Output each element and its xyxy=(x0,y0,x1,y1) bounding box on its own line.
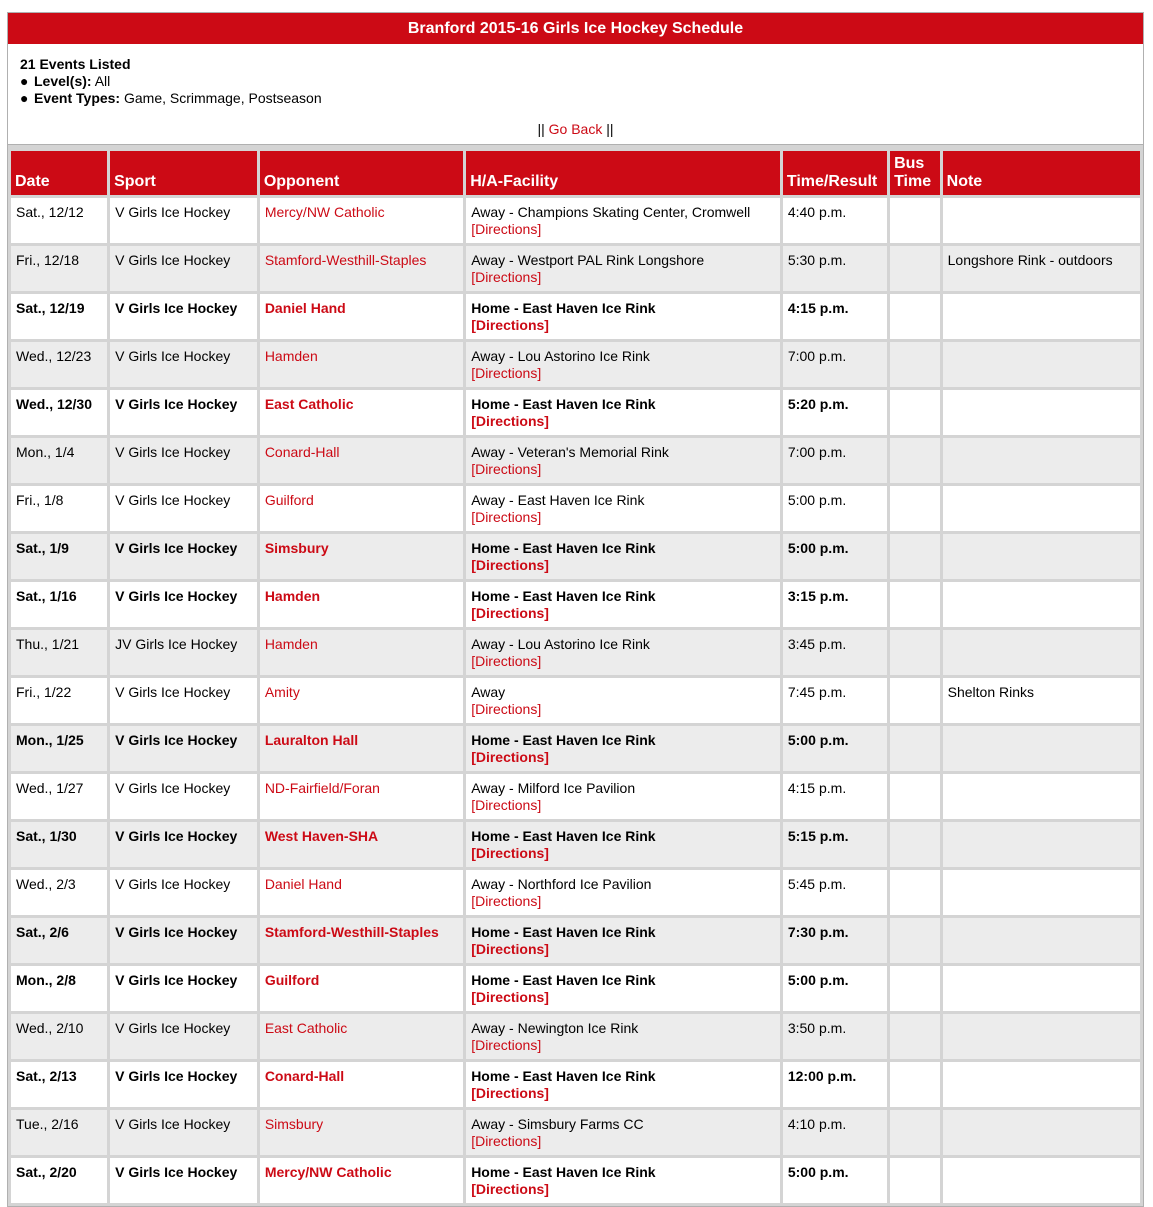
header-bus-line2: Time xyxy=(894,173,932,190)
event-types-filter xyxy=(20,90,1131,107)
event-time: 4:10 p.m. xyxy=(783,1110,887,1155)
event-bus-time xyxy=(890,630,940,675)
event-facility-cell xyxy=(466,1014,780,1059)
event-note xyxy=(943,630,1140,675)
event-facility: Away - Westport PAL Rink Longshore xyxy=(471,252,705,268)
event-facility-cell xyxy=(466,246,780,291)
event-date: Fri., 1/22 xyxy=(11,678,107,723)
go-back-suffix: || xyxy=(602,121,614,137)
header-facility: H/A-Facility xyxy=(466,151,780,195)
event-facility: Away - Newington Ice Rink xyxy=(471,1020,639,1036)
table-row xyxy=(11,534,1140,579)
event-facility: Home - East Haven Ice Rink xyxy=(471,924,656,940)
event-facility-cell xyxy=(466,438,780,483)
event-note xyxy=(943,1062,1140,1107)
event-note: Longshore Rink - outdoors xyxy=(943,246,1140,291)
directions-link[interactable]: [Directions] xyxy=(471,461,542,477)
event-types-value: Game, Scrimmage, Postseason xyxy=(124,90,322,106)
event-facility: Away xyxy=(471,684,506,700)
event-facility-cell xyxy=(466,870,780,915)
event-note xyxy=(943,726,1140,771)
directions-link[interactable]: [Directions] xyxy=(471,989,549,1005)
event-date: Sat., 1/30 xyxy=(11,822,107,867)
directions-link[interactable]: [Directions] xyxy=(471,1037,542,1053)
event-time: 5:45 p.m. xyxy=(783,870,887,915)
event-bus-time xyxy=(890,1158,940,1203)
event-sport: V Girls Ice Hockey xyxy=(110,966,257,1011)
schedule-table xyxy=(8,148,1143,1206)
event-time: 7:30 p.m. xyxy=(783,918,887,963)
event-bus-time xyxy=(890,342,940,387)
event-facility: Away - Veteran's Memorial Rink xyxy=(471,444,669,460)
table-row xyxy=(11,678,1140,723)
event-sport: V Girls Ice Hockey xyxy=(110,918,257,963)
event-facility: Away - Lou Astorino Ice Rink xyxy=(471,348,650,364)
opponent-link[interactable]: Hamden xyxy=(264,348,318,364)
table-row xyxy=(11,822,1140,867)
event-date: Thu., 1/21 xyxy=(11,630,107,675)
table-row xyxy=(11,486,1140,531)
event-time: 5:15 p.m. xyxy=(783,822,887,867)
directions-link[interactable]: [Directions] xyxy=(471,365,542,381)
event-sport: V Girls Ice Hockey xyxy=(110,1062,257,1107)
event-opponent-cell xyxy=(260,486,463,531)
event-facility: Home - East Haven Ice Rink xyxy=(471,300,656,316)
event-opponent-cell xyxy=(260,1062,463,1107)
event-facility: Away - Milford Ice Pavilion xyxy=(471,780,636,796)
page-title: Branford 2015-16 Girls Ice Hockey Schedule xyxy=(8,13,1143,44)
event-sport: V Girls Ice Hockey xyxy=(110,1014,257,1059)
filter-list xyxy=(20,73,1131,107)
directions-link[interactable]: [Directions] xyxy=(471,1133,542,1149)
event-time: 5:00 p.m. xyxy=(783,1158,887,1203)
directions-link[interactable]: [Directions] xyxy=(471,1085,549,1101)
event-note xyxy=(943,486,1140,531)
event-date: Wed., 2/3 xyxy=(11,870,107,915)
event-note xyxy=(943,534,1140,579)
event-sport: V Girls Ice Hockey xyxy=(110,438,257,483)
event-facility: Home - East Haven Ice Rink xyxy=(471,1164,656,1180)
event-facility-cell xyxy=(466,726,780,771)
table-row xyxy=(11,246,1140,291)
event-facility-cell xyxy=(466,1062,780,1107)
table-row xyxy=(11,918,1140,963)
table-header-row xyxy=(11,151,1140,195)
table-row xyxy=(11,1110,1140,1155)
schedule-panel xyxy=(7,12,1144,1207)
event-sport: V Girls Ice Hockey xyxy=(110,582,257,627)
event-opponent-cell xyxy=(260,870,463,915)
event-date: Mon., 1/25 xyxy=(11,726,107,771)
event-date: Mon., 1/4 xyxy=(11,438,107,483)
event-time: 3:50 p.m. xyxy=(783,1014,887,1059)
opponent-link[interactable]: Hamden xyxy=(264,588,321,604)
event-bus-time xyxy=(890,1014,940,1059)
event-date: Wed., 12/30 xyxy=(11,390,107,435)
levels-value: All xyxy=(94,73,111,89)
go-back-link[interactable]: Go Back xyxy=(548,121,603,137)
event-opponent-cell xyxy=(260,1158,463,1203)
event-note xyxy=(943,198,1140,243)
event-facility-cell xyxy=(466,1110,780,1155)
event-time: 7:00 p.m. xyxy=(783,438,887,483)
event-date: Wed., 2/10 xyxy=(11,1014,107,1059)
opponent-link[interactable]: Conard-Hall xyxy=(264,444,340,460)
event-facility-cell xyxy=(466,822,780,867)
event-note xyxy=(943,294,1140,339)
levels-label: Level(s): xyxy=(34,73,92,89)
event-opponent-cell xyxy=(260,246,463,291)
header-sport: Sport xyxy=(110,151,257,195)
event-note xyxy=(943,582,1140,627)
event-time: 3:45 p.m. xyxy=(783,630,887,675)
event-date: Sat., 2/20 xyxy=(11,1158,107,1203)
directions-link[interactable]: [Directions] xyxy=(471,269,542,285)
event-time: 5:00 p.m. xyxy=(783,726,887,771)
event-sport: V Girls Ice Hockey xyxy=(110,294,257,339)
table-row xyxy=(11,630,1140,675)
table-row xyxy=(11,966,1140,1011)
event-facility-cell xyxy=(466,534,780,579)
event-bus-time xyxy=(890,966,940,1011)
directions-link[interactable]: [Directions] xyxy=(471,749,549,765)
event-time: 5:20 p.m. xyxy=(783,390,887,435)
header-note: Note xyxy=(943,151,1140,195)
event-date: Sat., 1/16 xyxy=(11,582,107,627)
opponent-link[interactable]: ND-Fairfield/Foran xyxy=(264,780,380,796)
event-sport: V Girls Ice Hockey xyxy=(110,246,257,291)
opponent-link[interactable]: Daniel Hand xyxy=(264,876,342,892)
event-facility: Away - Northford Ice Pavilion xyxy=(471,876,652,892)
event-note xyxy=(943,918,1140,963)
opponent-link[interactable]: Conard-Hall xyxy=(264,1068,345,1084)
event-date: Fri., 1/8 xyxy=(11,486,107,531)
event-opponent-cell xyxy=(260,966,463,1011)
event-time: 7:00 p.m. xyxy=(783,342,887,387)
table-row xyxy=(11,390,1140,435)
directions-link[interactable]: [Directions] xyxy=(471,221,542,237)
event-opponent-cell xyxy=(260,822,463,867)
header-bus-time xyxy=(890,151,940,195)
event-sport: V Girls Ice Hockey xyxy=(110,1158,257,1203)
event-time: 12:00 p.m. xyxy=(783,1062,887,1107)
opponent-link[interactable]: Mercy/NW Catholic xyxy=(264,204,385,220)
event-facility: Home - East Haven Ice Rink xyxy=(471,588,656,604)
event-opponent-cell xyxy=(260,726,463,771)
opponent-link[interactable]: East Catholic xyxy=(264,1020,348,1036)
opponent-link[interactable]: Daniel Hand xyxy=(264,300,346,316)
directions-link[interactable]: [Directions] xyxy=(471,317,549,333)
event-note xyxy=(943,1158,1140,1203)
event-opponent-cell xyxy=(260,1110,463,1155)
event-facility-cell xyxy=(466,390,780,435)
event-opponent-cell xyxy=(260,438,463,483)
opponent-link[interactable]: Simsbury xyxy=(264,1116,324,1132)
event-time: 5:30 p.m. xyxy=(783,246,887,291)
opponent-link[interactable]: East Catholic xyxy=(264,396,354,412)
directions-link[interactable]: [Directions] xyxy=(471,797,542,813)
directions-link[interactable]: [Directions] xyxy=(471,605,549,621)
event-bus-time xyxy=(890,198,940,243)
event-facility-cell xyxy=(466,342,780,387)
directions-link[interactable]: [Directions] xyxy=(471,413,549,429)
event-facility-cell xyxy=(466,198,780,243)
event-bus-time xyxy=(890,1110,940,1155)
event-opponent-cell xyxy=(260,1014,463,1059)
event-opponent-cell xyxy=(260,582,463,627)
table-row xyxy=(11,1158,1140,1203)
event-note xyxy=(943,390,1140,435)
event-facility-cell xyxy=(466,774,780,819)
directions-link[interactable]: [Directions] xyxy=(471,941,549,957)
event-sport: V Girls Ice Hockey xyxy=(110,870,257,915)
event-note xyxy=(943,1110,1140,1155)
event-sport: V Girls Ice Hockey xyxy=(110,198,257,243)
table-row xyxy=(11,198,1140,243)
event-date: Wed., 12/23 xyxy=(11,342,107,387)
event-date: Sat., 12/19 xyxy=(11,294,107,339)
event-bus-time xyxy=(890,486,940,531)
table-row xyxy=(11,1014,1140,1059)
table-row xyxy=(11,342,1140,387)
event-types-label: Event Types: xyxy=(34,90,121,106)
event-sport: V Girls Ice Hockey xyxy=(110,342,257,387)
event-time: 4:15 p.m. xyxy=(783,774,887,819)
event-opponent-cell xyxy=(260,390,463,435)
event-bus-time xyxy=(890,1062,940,1107)
event-facility: Away - East Haven Ice Rink xyxy=(471,492,645,508)
directions-link[interactable]: [Directions] xyxy=(471,557,549,573)
levels-filter xyxy=(20,73,1131,90)
opponent-link[interactable]: Simsbury xyxy=(264,540,329,556)
table-row xyxy=(11,774,1140,819)
event-bus-time xyxy=(890,246,940,291)
event-time: 5:00 p.m. xyxy=(783,534,887,579)
event-date: Sat., 12/12 xyxy=(11,198,107,243)
event-bus-time xyxy=(890,678,940,723)
event-time: 5:00 p.m. xyxy=(783,966,887,1011)
header-date: Date xyxy=(11,151,107,195)
event-date: Fri., 12/18 xyxy=(11,246,107,291)
event-facility-cell xyxy=(466,1158,780,1203)
event-note xyxy=(943,966,1140,1011)
event-sport: V Girls Ice Hockey xyxy=(110,678,257,723)
event-facility: Away - Simsbury Farms CC xyxy=(471,1116,644,1132)
event-note xyxy=(943,438,1140,483)
event-bus-time xyxy=(890,582,940,627)
event-facility-cell xyxy=(466,294,780,339)
event-time: 7:45 p.m. xyxy=(783,678,887,723)
event-facility-cell xyxy=(466,582,780,627)
table-row xyxy=(11,582,1140,627)
opponent-link[interactable]: Mercy/NW Catholic xyxy=(264,1164,392,1180)
opponent-link[interactable]: Guilford xyxy=(264,972,320,988)
event-facility: Home - East Haven Ice Rink xyxy=(471,828,656,844)
event-facility-cell xyxy=(466,486,780,531)
header-bus-line1: Bus xyxy=(894,155,925,172)
event-sport: V Girls Ice Hockey xyxy=(110,726,257,771)
event-facility: Home - East Haven Ice Rink xyxy=(471,540,656,556)
directions-link[interactable]: [Directions] xyxy=(471,653,542,669)
directions-link[interactable]: [Directions] xyxy=(471,893,542,909)
go-back-prefix: || xyxy=(537,121,549,137)
event-opponent-cell xyxy=(260,774,463,819)
event-bus-time xyxy=(890,918,940,963)
event-bus-time xyxy=(890,390,940,435)
event-facility-cell xyxy=(466,678,780,723)
event-sport: V Girls Ice Hockey xyxy=(110,1110,257,1155)
bullet-icon: ● xyxy=(20,90,29,106)
event-note xyxy=(943,1014,1140,1059)
table-row xyxy=(11,294,1140,339)
directions-link[interactable]: [Directions] xyxy=(471,1181,549,1197)
event-time: 4:40 p.m. xyxy=(783,198,887,243)
opponent-link[interactable]: Guilford xyxy=(264,492,314,508)
event-facility: Home - East Haven Ice Rink xyxy=(471,732,656,748)
event-date: Tue., 2/16 xyxy=(11,1110,107,1155)
event-time: 3:15 p.m. xyxy=(783,582,887,627)
event-time: 5:00 p.m. xyxy=(783,486,887,531)
directions-link[interactable]: [Directions] xyxy=(471,701,542,717)
event-sport: V Girls Ice Hockey xyxy=(110,486,257,531)
event-count: 21 Events Listed xyxy=(20,56,131,72)
opponent-link[interactable]: West Haven-SHA xyxy=(264,828,379,844)
event-opponent-cell xyxy=(260,534,463,579)
event-note xyxy=(943,870,1140,915)
directions-link[interactable]: [Directions] xyxy=(471,509,542,525)
opponent-link[interactable]: Stamford-Westhill-Staples xyxy=(264,924,439,940)
event-bus-time xyxy=(890,870,940,915)
opponent-link[interactable]: Hamden xyxy=(264,636,318,652)
event-facility: Home - East Haven Ice Rink xyxy=(471,972,656,988)
header-opponent: Opponent xyxy=(260,151,463,195)
opponent-link[interactable]: Stamford-Westhill-Staples xyxy=(264,252,427,268)
header-time-result: Time/Result xyxy=(783,151,887,195)
event-opponent-cell xyxy=(260,630,463,675)
event-sport: V Girls Ice Hockey xyxy=(110,534,257,579)
event-sport: JV Girls Ice Hockey xyxy=(110,630,257,675)
event-bus-time xyxy=(890,438,940,483)
event-bus-time xyxy=(890,822,940,867)
directions-link[interactable]: [Directions] xyxy=(471,845,549,861)
event-facility: Home - East Haven Ice Rink xyxy=(471,1068,656,1084)
table-row xyxy=(11,726,1140,771)
event-note xyxy=(943,822,1140,867)
event-facility: Away - Champions Skating Center, Cromwell xyxy=(471,204,751,220)
event-sport: V Girls Ice Hockey xyxy=(110,774,257,819)
event-note: Shelton Rinks xyxy=(943,678,1140,723)
event-opponent-cell xyxy=(260,342,463,387)
event-facility: Home - East Haven Ice Rink xyxy=(471,396,656,412)
bullet-icon: ● xyxy=(20,73,29,89)
table-row xyxy=(11,438,1140,483)
event-sport: V Girls Ice Hockey xyxy=(110,822,257,867)
event-opponent-cell xyxy=(260,678,463,723)
go-back-row xyxy=(8,121,1143,138)
event-facility: Away - Lou Astorino Ice Rink xyxy=(471,636,650,652)
opponent-link[interactable]: Amity xyxy=(264,684,300,700)
event-date: Sat., 2/6 xyxy=(11,918,107,963)
event-bus-time xyxy=(890,726,940,771)
event-date: Mon., 2/8 xyxy=(11,966,107,1011)
event-sport: V Girls Ice Hockey xyxy=(110,390,257,435)
event-opponent-cell xyxy=(260,294,463,339)
table-row xyxy=(11,1062,1140,1107)
table-row xyxy=(11,870,1140,915)
event-note xyxy=(943,342,1140,387)
event-facility-cell xyxy=(466,630,780,675)
event-bus-time xyxy=(890,774,940,819)
event-opponent-cell xyxy=(260,918,463,963)
event-date: Sat., 2/13 xyxy=(11,1062,107,1107)
event-bus-time xyxy=(890,294,940,339)
event-time: 4:15 p.m. xyxy=(783,294,887,339)
summary-box xyxy=(8,44,1143,144)
event-date: Wed., 1/27 xyxy=(11,774,107,819)
event-date: Sat., 1/9 xyxy=(11,534,107,579)
event-facility-cell xyxy=(466,966,780,1011)
event-opponent-cell xyxy=(260,198,463,243)
event-note xyxy=(943,774,1140,819)
event-facility-cell xyxy=(466,918,780,963)
opponent-link[interactable]: Lauralton Hall xyxy=(264,732,359,748)
event-bus-time xyxy=(890,534,940,579)
